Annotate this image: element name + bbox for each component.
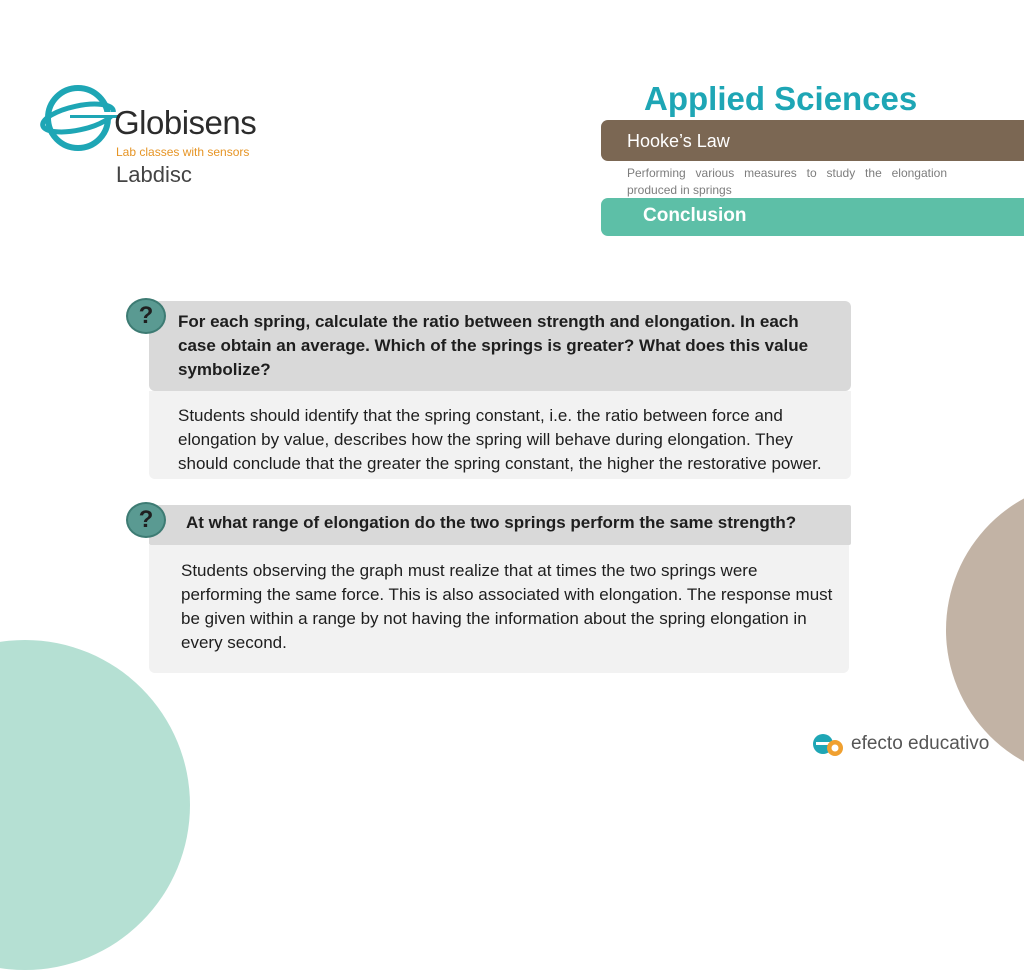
globisens-logo-icon [40, 82, 122, 154]
question-text-2: At what range of elongation do the two springs perform the same strength? [186, 513, 797, 532]
topic-title: Hooke’s Law [627, 131, 730, 151]
logo-name: Globisens [114, 104, 257, 141]
question-mark-icon: ? [126, 502, 166, 538]
efecto-educativo-logo-icon [812, 730, 844, 758]
section-title: Conclusion [643, 205, 747, 226]
footer-brand: efecto educativo [851, 733, 990, 754]
logo-tagline: Lab classes with sensors [116, 145, 250, 159]
topic-subtitle: Performing various measures to study the elongation produced in springs [627, 166, 947, 197]
question-text-1: For each spring, calculate the ratio between strength and elongation. In each case obtain an average. Which of the springs is greater? What does this value symbolize? [178, 312, 809, 379]
logo-product: Labdisc [116, 162, 192, 187]
answer-text-2: Students observing the graph must realize that at times the two springs were performing the same force. This is also associated with elongation. The response must be given within a range by not having the information about the spring elongation in every second. [181, 561, 833, 652]
question-mark-icon: ? [126, 298, 166, 334]
answer-text-1: Students should identify that the spring constant, i.e. the ratio between force and elongation by value, describes how the spring will behave during elongation. They should conclude that the greater the spring constant, the higher the restorative power. [178, 406, 822, 473]
page-title: Applied Sciences [644, 80, 918, 117]
decorative-circle-teal [0, 640, 190, 970]
